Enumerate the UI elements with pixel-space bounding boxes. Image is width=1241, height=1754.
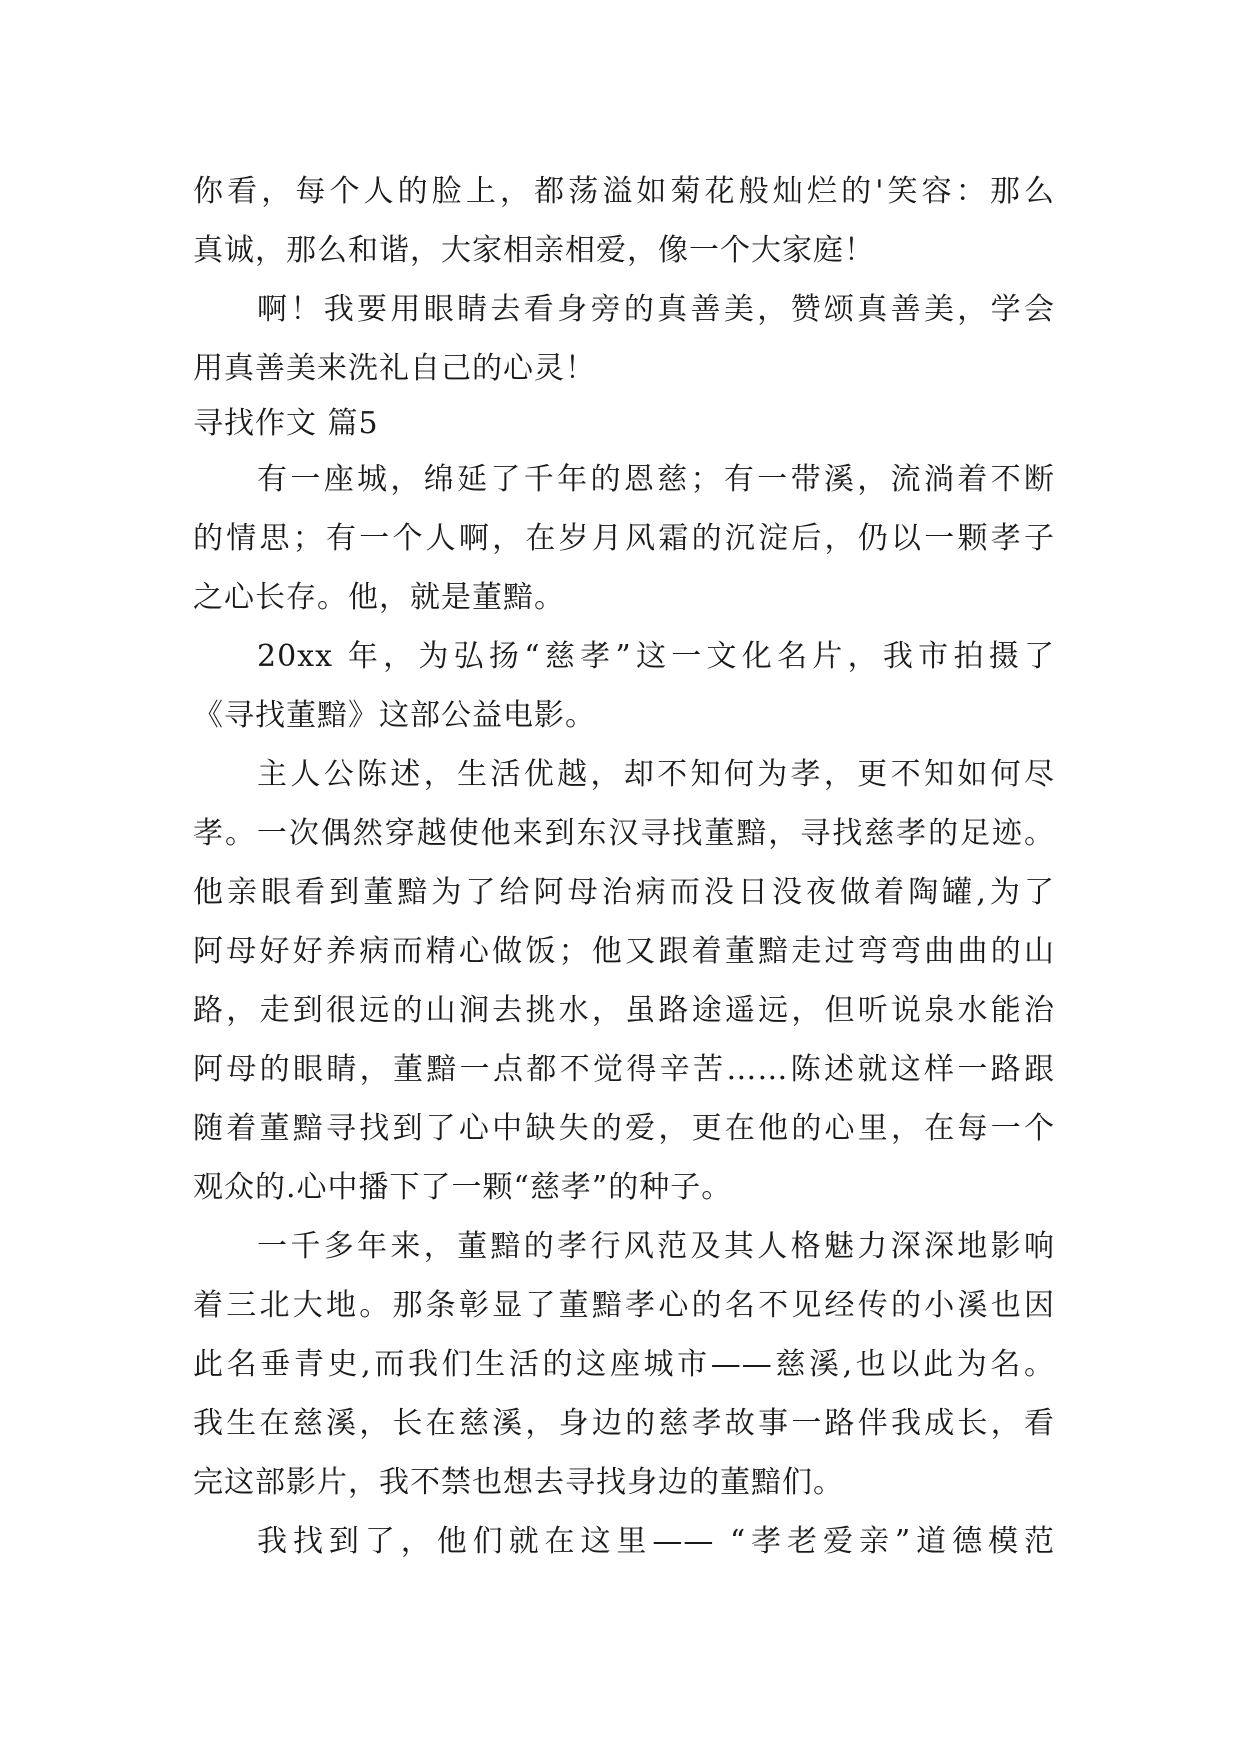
paragraph-first-line: 20xx 年，为弘扬“慈孝”这一文化名片，我市拍摄了 [257, 639, 1055, 674]
paragraph-first-line: 主人公陈述，生活优越，却不知何为孝，更不知如何尽 [257, 757, 1055, 792]
text-line: 此名垂青史,而我们生活的这座城市——慈溪,也以此为名。 [193, 1347, 1055, 1382]
text-line: 路，走到很远的山涧去挑水，虽路途遥远，但听说泉水能治 [193, 993, 1055, 1028]
text-line: 阿母好好养病而精心做饭；他又跟着董黯走过弯弯曲曲的山 [193, 934, 1055, 969]
text-line: 着三北大地。那条彰显了董黯孝心的名不见经传的小溪也因 [193, 1288, 1055, 1323]
text-line: 孝。一次偶然穿越使他来到东汉寻找董黯，寻找慈孝的足迹。 [193, 816, 1055, 851]
text-line: 随着董黯寻找到了心中缺失的爱，更在他的心里，在每一个 [193, 1111, 1055, 1146]
paragraph-first-line: 啊！我要用眼睛去看身旁的真善美，赞颂真善美，学会 [257, 292, 1055, 327]
text-line: 真诚，那么和谐，大家相亲相爱，像一个大家庭！ [193, 233, 875, 268]
text-line: 他亲眼看到董黯为了给阿母治病而没日没夜做着陶罐,为了 [193, 875, 1055, 910]
text-line: 观众的.心中播下了一颗“慈孝”的种子。 [193, 1170, 733, 1205]
text-line: 我生在慈溪，长在慈溪，身边的慈孝故事一路伴我成长，看 [193, 1406, 1055, 1441]
text-line: 阿母的眼睛，董黯一点都不觉得辛苦……陈述就这样一路跟 [193, 1052, 1055, 1087]
text-line: 完这部影片，我不禁也想去寻找身边的董黯们。 [193, 1465, 844, 1500]
text-line: 《寻找董黯》这部公益电影。 [193, 698, 596, 733]
paragraph-first-line: 一千多年来，董黯的孝行风范及其人格魅力深深地影响 [257, 1229, 1055, 1264]
text-line: 的情思；有一个人啊，在岁月风霜的沉淀后，仍以一颗孝子 [193, 521, 1055, 556]
text-line: 之心长存。他，就是董黯。 [193, 580, 565, 615]
document-page [193, 162, 1055, 1571]
paragraph-first-line: 有一座城，绵延了千年的恩慈；有一带溪，流淌着不断 [257, 462, 1055, 497]
text-line: 你看，每个人的脸上，都荡溢如菊花般灿烂的'笑容：那么 [193, 174, 1055, 209]
section-heading: 寻找作文 篇5 [193, 406, 379, 441]
paragraph-first-line: 我找到了，他们就在这里—— “孝老爱亲”道德模范 [257, 1524, 1055, 1559]
text-line: 用真善美来洗礼自己的心灵！ [193, 351, 596, 386]
